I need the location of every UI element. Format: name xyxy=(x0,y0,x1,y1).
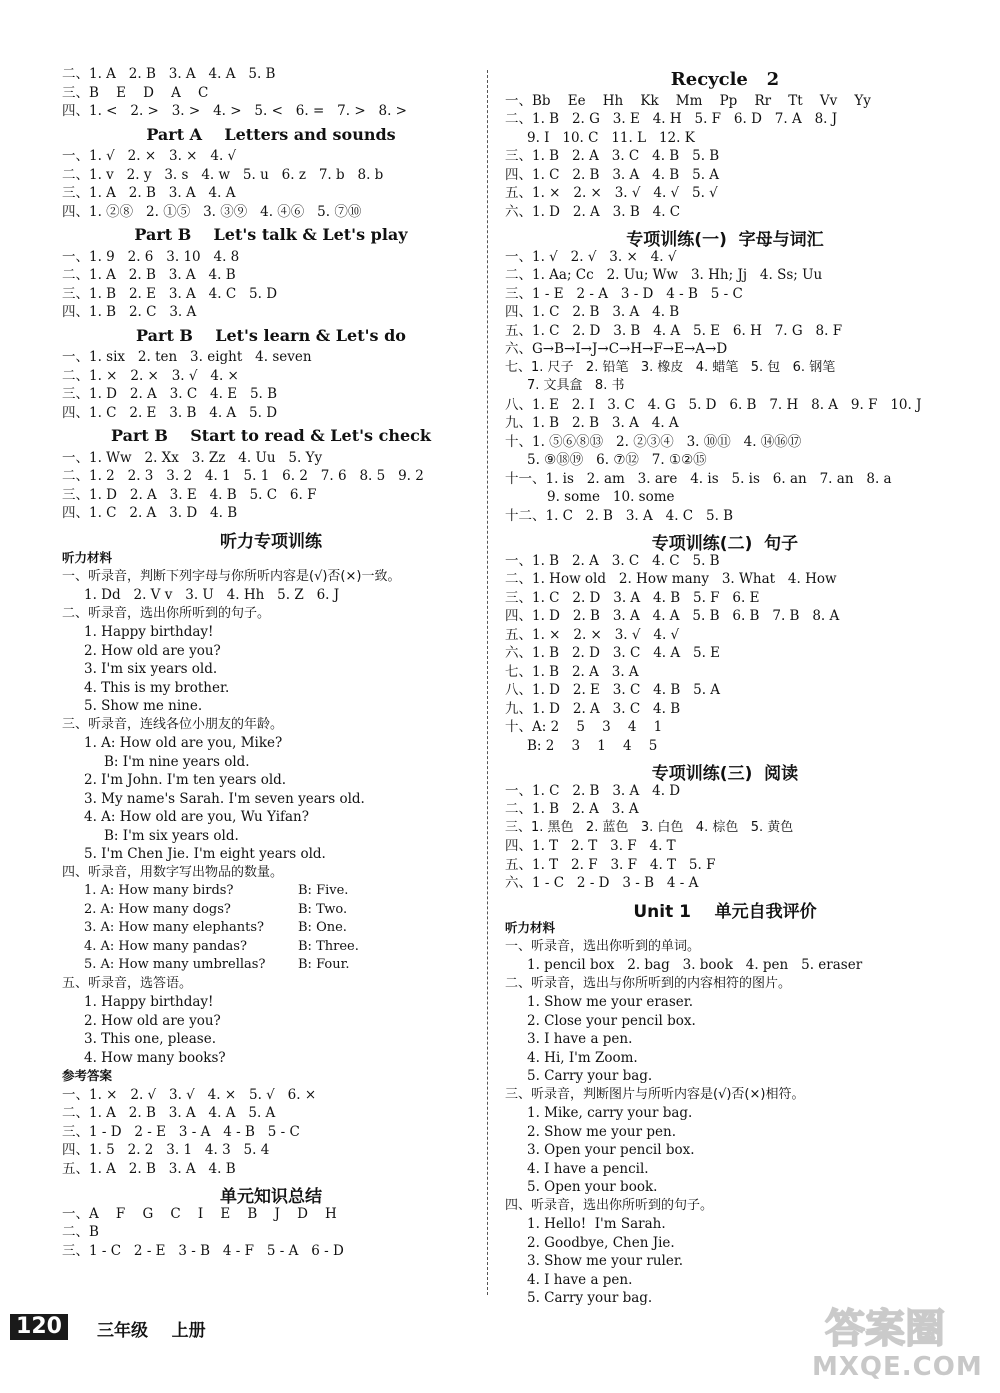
answer-line: 三、1. C 2. D 3. A 4. B 5. F 6. E xyxy=(505,589,760,606)
answer-line: 9. I 10. C 11. L 12. K xyxy=(527,129,695,146)
answer-line: 5. Show me nine. xyxy=(84,698,203,714)
answer-line: 四、1. C 2. E 3. B 4. A 5. D xyxy=(62,404,278,421)
answer-line: 二、1. B 2. G 3. E 4. H 5. F 6. D 7. A 8. J xyxy=(505,111,838,127)
answer-line: 一、Bb Ee Hh Kk Mm Pp Rr Tt Vv Yy xyxy=(505,92,871,109)
answer-line: 二、1. A 2. B 3. A 4. A 5. B xyxy=(62,66,276,82)
answer-line: 5. Open your book. xyxy=(527,1179,658,1195)
answer-line: 二、1. Aa; Cc 2. Uu; Ww 3. Hh; Jj 4. Ss; Uu xyxy=(505,267,823,283)
answer-line: 三、1 - C 2 - E 3 - B 4 - F 5 - A 6 - D xyxy=(62,1242,344,1259)
answer-line: 一、1. √ 2. × 3. × 4. √ xyxy=(62,148,237,164)
answer-line: 四、1. < 2. > 3. > 4. > 5. < 6. = 7. > 8. > xyxy=(62,103,407,119)
instruction-line: 三、听录音，判断图片与所听内容是(√)否(×)相符。 xyxy=(505,1086,805,1102)
answer-line: 1. Dd 2. V v 3. U 4. Hh 5. Z 6. J xyxy=(84,587,340,603)
answer-line: 2. How old are you? xyxy=(84,642,221,659)
answer-line: 3. Open your pencil box. xyxy=(527,1142,695,1158)
section-heading: 专项训练(二) 句子 xyxy=(651,534,799,554)
answer-line: 四、1. B 2. C 3. A xyxy=(62,304,197,320)
answer-line: 2. Goodbye, Chen Jie. xyxy=(527,1234,675,1251)
section-heading: 听力专项训练 xyxy=(220,531,322,552)
answer-line: 3. My name's Sarah. I'm seven years old. xyxy=(84,790,365,807)
answer-line: 2. Close your pencil box. xyxy=(527,1012,696,1029)
instruction-line: 一、听录音，选出你听到的单词。 xyxy=(505,938,701,954)
section-heading: Part B Start to read & Let's check xyxy=(111,426,431,445)
answer-line: 四、1. C 2. A 3. D 4. B xyxy=(62,505,238,521)
answer-line: 三、1. A 2. B 3. A 4. A xyxy=(62,185,236,201)
dialogue-answer: B: Five. xyxy=(298,883,349,898)
answer-line: 二、1. A 2. B 3. A 4. B xyxy=(62,267,236,283)
answer-line: 五、1. × 2. × 3. √ 4. √ xyxy=(505,626,680,643)
answer-line: 5. Carry your bag. xyxy=(527,1068,653,1084)
dialogue-answer: B: Three. xyxy=(298,938,359,954)
dialogue-question: 5. A: How many umbrellas? xyxy=(84,957,266,972)
instruction-line: 7. 文具盒 8. 书 xyxy=(527,378,625,393)
answer-line: 1. Mike, carry your bag. xyxy=(527,1105,693,1121)
answer-line: 二、1. How old 2. How many 3. What 4. How xyxy=(505,571,837,587)
instruction-line: 三、1. 黑色 2. 蓝色 3. 白色 4. 棕色 5. 黄色 xyxy=(505,819,794,835)
subsection-label: 听力材料 xyxy=(505,920,556,935)
answer-line: 六、G→B→I→J→C→H→F→E→A→D xyxy=(505,341,728,357)
instruction-line: 四、听录音，选出你所听到的句子。 xyxy=(505,1197,714,1213)
answer-line: 二、1. A 2. B 3. A 4. A 5. A xyxy=(62,1105,276,1121)
answer-line: 1. Show me your eraser. xyxy=(527,994,694,1010)
answer-line: 四、1. D 2. B 3. A 4. A 5. B 6. B 7. B 8. A xyxy=(505,608,840,624)
answer-line: 1. Happy birthday! xyxy=(84,994,214,1010)
answer-line: 4. I have a pencil. xyxy=(527,1160,649,1177)
dialogue-question: 2. A: How many dogs? xyxy=(84,901,231,917)
instruction-line: 二、听录音，选出与你所听到的内容相符的图片。 xyxy=(505,975,792,991)
answer-line: 三、1 - D 2 - E 3 - A 4 - B 5 - C xyxy=(62,1123,300,1140)
instruction-line: 七、1. 尺子 2. 铅笔 3. 橡皮 4. 蜡笔 5. 包 6. 钢笔 xyxy=(505,359,836,375)
answer-line: B: I'm nine years old. xyxy=(104,753,250,770)
answer-line: 3. I'm six years old. xyxy=(84,661,218,677)
instruction-line: 二、听录音，选出你所听到的句子。 xyxy=(62,605,271,621)
answer-line: 2. How old are you? xyxy=(84,1012,221,1029)
answer-line: 一、1. B 2. A 3. C 4. C 5. B xyxy=(505,552,720,569)
answer-line: 三、1. B 2. A 3. C 4. B 5. B xyxy=(505,148,720,164)
answer-line: 1. Hello! I'm Sarah. xyxy=(527,1216,666,1232)
answer-line: 九、1. D 2. A 3. C 4. B xyxy=(505,700,681,717)
answer-line: 二、1. B 2. A 3. A xyxy=(505,801,639,817)
answer-line: 5. ⑨⑱⑲ 6. ⑦⑫ 7. ①②⑮ xyxy=(527,452,707,468)
answer-line: 一、A F G C I E B J D H xyxy=(62,1205,337,1222)
column-divider xyxy=(487,70,488,1295)
answer-line: 2. I'm John. I'm ten years old. xyxy=(84,772,287,788)
answer-line: 十、1. ⑤⑥⑧⑬ 2. ②③④ 3. ⑩⑪ 4. ⑭⑯⑰ xyxy=(505,433,802,450)
subsection-label: 听力材料 xyxy=(62,550,113,565)
answer-line: 二、1. v 2. y 3. s 4. w 5. u 6. z 7. b 8. b xyxy=(62,166,384,183)
answer-line: 五、1. × 2. × 3. √ 4. √ 5. √ xyxy=(505,185,718,201)
answer-line: 二、1. × 2. × 3. √ 4. × xyxy=(62,367,239,384)
answer-line: 3. This one, please. xyxy=(84,1031,217,1047)
answer-line: 三、1. B 2. E 3. A 4. C 5. D xyxy=(62,285,278,302)
answer-line: 一、1. × 2. √ 3. √ 4. × 5. √ 6. × xyxy=(62,1086,317,1103)
answer-line: 一、1. √ 2. √ 3. × 4. √ xyxy=(505,248,677,265)
answer-line: 4. A: How old are you, Wu Yifan? xyxy=(84,809,309,825)
answer-line: 四、1. ②⑧ 2. ①⑤ 3. ③⑨ 4. ④⑥ 5. ⑦⑩ xyxy=(62,203,362,220)
answer-line: 八、1. E 2. I 3. C 4. G 5. D 6. B 7. H 8. A 9. F 10. J xyxy=(505,396,922,413)
instruction-line: 一、听录音，判断下列字母与你所听内容是(√)否(×)一致。 xyxy=(62,568,401,584)
answer-line: 4. This is my brother. xyxy=(84,679,230,696)
answer-line: 八、1. D 2. E 3. C 4. B 5. A xyxy=(505,682,721,698)
instruction-line: 五、听录音，选答语。 xyxy=(62,975,193,991)
watermark-url: MXQE.COM xyxy=(812,1352,983,1382)
answer-line: B: 2 3 1 4 5 xyxy=(527,737,658,754)
dialogue-question: 3. A: How many elephants? xyxy=(84,920,265,935)
section-heading: Part B Let's learn & Let's do xyxy=(136,325,406,345)
answer-line: 四、1. C 2. B 3. A 4. B xyxy=(505,304,680,320)
answer-line: 三、1 - E 2 - A 3 - D 4 - B 5 - C xyxy=(505,285,743,302)
answer-line: 1. Happy birthday! xyxy=(84,624,214,640)
answer-line: 4. I have a pen. xyxy=(527,1271,633,1288)
section-heading: Part A Letters and sounds xyxy=(146,124,396,144)
answer-line: 二、1. 2 2. 3 3. 2 4. 1 5. 1 6. 2 7. 6 8. 5 9. 2 xyxy=(62,468,424,484)
answer-line: 3. Show me your ruler. xyxy=(527,1253,684,1269)
grade-label: 三年级 上册 xyxy=(97,1321,206,1341)
subsection-label: 参考答案 xyxy=(62,1068,113,1083)
answer-line: 六、1. B 2. D 3. C 4. A 5. E xyxy=(505,645,721,661)
answer-line: 一、1. C 2. B 3. A 4. D xyxy=(505,782,681,799)
answer-line: B: I'm six years old. xyxy=(104,827,239,844)
page-number: 120 xyxy=(10,1314,68,1340)
section-heading: 专项训练(三) 阅读 xyxy=(651,764,799,784)
answer-line: 三、B E D A C xyxy=(62,84,209,101)
section-heading: Recycle 2 xyxy=(670,69,780,90)
answer-line: 5. I'm Chen Jie. I'm eight years old. xyxy=(84,846,326,862)
answer-line: 三、1. D 2. A 3. C 4. E 5. B xyxy=(62,386,278,402)
answer-line: 四、1. 5 2. 2 3. 1 4. 3 5. 4 xyxy=(62,1142,270,1158)
svg-text:答案圈: 答案圈 xyxy=(825,1306,945,1352)
answer-line: 三、1. D 2. A 3. E 4. B 5. C 6. F xyxy=(62,486,317,503)
answer-line: 4. How many books? xyxy=(84,1049,226,1066)
answer-line: 七、1. B 2. A 3. A xyxy=(505,663,639,680)
answer-line: 五、1. T 2. F 3. F 4. T 5. F xyxy=(505,856,716,873)
answer-line: 九、1. B 2. B 3. A 4. A xyxy=(505,415,679,431)
answer-line: 5. Carry your bag. xyxy=(527,1290,653,1306)
answer-line: 四、1. C 2. B 3. A 4. B 5. A xyxy=(505,166,720,183)
answer-line: 9. some 10. some xyxy=(547,489,675,505)
answer-line: 六、1 - C 2 - D 3 - B 4 - A xyxy=(505,875,699,891)
answer-line: 二、B xyxy=(62,1224,99,1240)
answer-line: 十二、1. C 2. B 3. A 4. C 5. B xyxy=(505,507,734,524)
answer-line: 一、1. six 2. ten 3. eight 4. seven xyxy=(62,349,312,365)
dialogue-question: 4. A: How many pandas? xyxy=(84,938,247,954)
answer-line: 一、1. 9 2. 6 3. 10 4. 8 xyxy=(62,248,240,265)
dialogue-question: 1. A: How many birds? xyxy=(84,883,234,898)
answer-line: 十、A: 2 5 3 4 1 xyxy=(505,719,663,735)
dialogue-answer: B: One. xyxy=(298,920,347,935)
answer-line: 1. A: How old are you, Mike? xyxy=(84,735,283,751)
answer-line: 一、1. Ww 2. Xx 3. Zz 4. Uu 5. Yy xyxy=(62,449,323,466)
answer-line: 四、1. T 2. T 3. F 4. T xyxy=(505,838,676,854)
answer-line: 2. Show me your pen. xyxy=(527,1123,676,1140)
instruction-line: 四、听录音，用数字写出物品的数量。 xyxy=(62,864,284,880)
section-heading: Part B Let's talk & Let's play xyxy=(134,225,408,244)
answer-line: 五、1. C 2. D 3. B 4. A 5. E 6. H 7. G 8. F xyxy=(505,322,843,339)
section-heading: 单元知识总结 xyxy=(220,1187,322,1207)
answer-line: 五、1. A 2. B 3. A 4. B xyxy=(62,1160,236,1177)
dialogue-answer: B: Two. xyxy=(298,901,348,917)
answer-line: 1. pencil box 2. bag 3. book 4. pen 5. eraser xyxy=(527,957,863,973)
watermark-logo xyxy=(790,1300,980,1352)
dialogue-answer: B: Four. xyxy=(298,957,350,972)
instruction-line: 三、听录音，连线各位小朋友的年龄。 xyxy=(62,716,284,732)
section-heading: Unit 1 单元自我评价 xyxy=(633,901,817,922)
answer-line: 六、1. D 2. A 3. B 4. C xyxy=(505,203,681,220)
section-heading: 专项训练(一) 字母与词汇 xyxy=(626,230,824,250)
answer-line: 十一、1. is 2. am 3. are 4. is 5. is 6. an 7. an 8. a xyxy=(505,470,892,487)
answer-line: 4. Hi, I'm Zoom. xyxy=(527,1049,638,1066)
answer-line: 3. I have a pen. xyxy=(527,1031,633,1047)
